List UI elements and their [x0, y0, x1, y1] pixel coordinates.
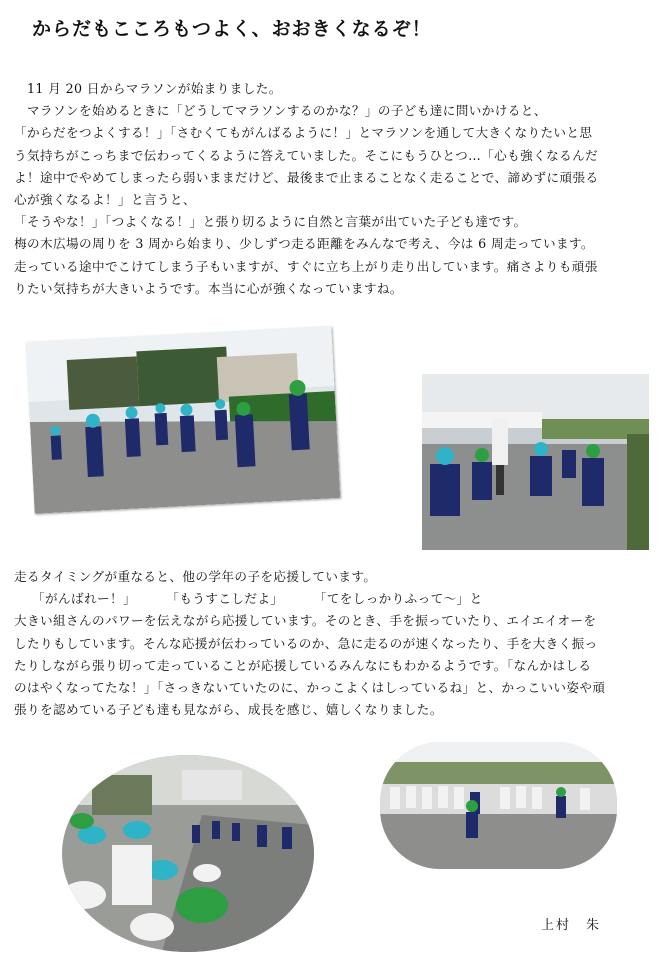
text-line: 走っている途中でこけてしまう子もいますが、すぐに立ち上がり走り出しています。痛さよりも頑張	[14, 258, 598, 274]
text-line: 心が強くなるよ！」と言うと、	[14, 192, 196, 208]
paragraph-marathon	[14, 78, 650, 300]
cheer-phrases	[14, 588, 650, 610]
text-line: 「からだをつよくする！」「さむくてもがんばるように！」とマラソンを通して大きくなりたいと思	[14, 125, 593, 141]
photo-children-running-hedge	[26, 326, 341, 514]
photo-children-cheering-hats	[62, 755, 314, 952]
cheer-phrase: 「てをしっかりふって～」と	[313, 591, 483, 607]
text-line: よ！途中でやめてしまったら弱いままだけど、最後まで止まることなく走ることで、諦めずに頑張る	[14, 169, 599, 185]
text-line: 走るタイミングが重なると、他の学年の子を応援しています。	[14, 569, 377, 584]
photo-children-running-path	[422, 374, 649, 550]
text-line: 梅の木広場の周りを 3 周から始まり、少しずつ走る距離をみんなで考え、今は 6 周走っています。	[14, 236, 594, 252]
cheer-phrase: 「がんばれー！」	[32, 591, 136, 607]
text-line: りたい気持ちが大きいようです。本当に心が強くなっていますね。	[14, 280, 403, 296]
paragraph-cheering	[14, 566, 650, 721]
photo-children-watching-runner	[380, 742, 617, 869]
text-line: 「そうやな！」「つよくなる！」と張り切るように自然と言葉が出ていた子ども達です。	[14, 214, 527, 230]
text-line: したりもしています。そんな応援が伝わっているのか、急に走るのが速くなったり、手を大きく振っ	[14, 635, 598, 651]
text-line: 張りを認めている子ども達も見ながら、成長を感じ、嬉しくなりました。	[14, 702, 443, 718]
text-line: マラソンを始めるときに「どうしてマラソンするのかな？」の子ども達に問いかけると、	[14, 103, 547, 119]
page-title: からだもこころもつよく、おおきくなるぞ！	[32, 18, 432, 40]
text-line: う気持ちがこっちまで伝わってくるように答えていました。そこにもうひとつ…「心も強くなるんだ	[14, 147, 599, 163]
text-line: たりしながら張り切って走っていることが応援しているみんなにもわかるようです。「なんかはしる	[14, 657, 592, 673]
text-line: 大きい組さんのパワーを伝えながら応援しています。そのとき、手を振っていたり、エイエイオーを	[14, 613, 597, 629]
cheer-phrase: 「もうすこしだよ」	[166, 591, 284, 607]
text-line: のはやくなってたな！」「さっきないていたのに、かっこよくはしっているね」と、かっこいい姿や頑	[14, 680, 606, 696]
author-name: 上村 朱	[541, 918, 602, 933]
text-line: 11 月 20 日からマラソンが始まりました。	[14, 81, 282, 96]
